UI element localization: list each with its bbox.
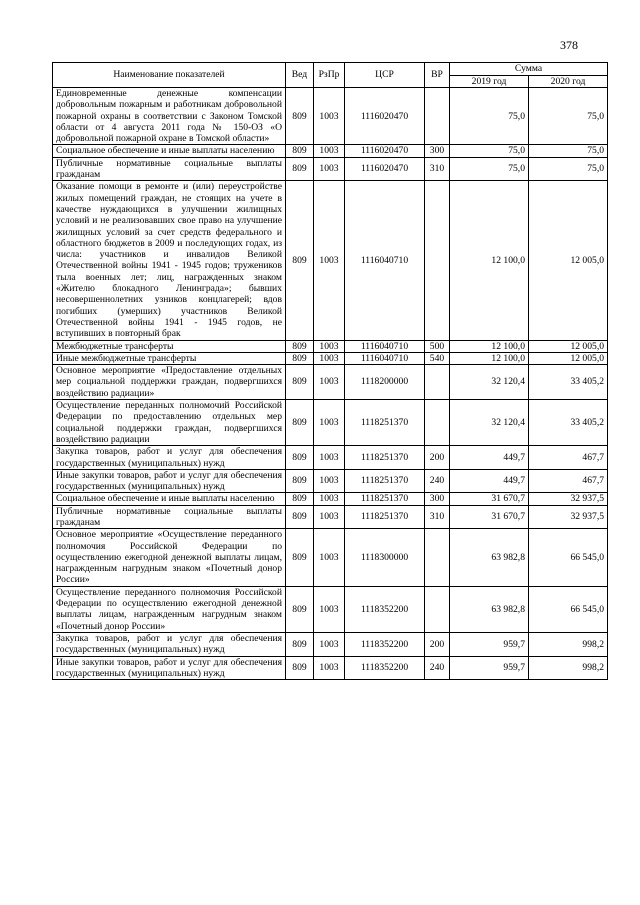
cell-csr: 1118300000 xyxy=(345,529,425,586)
cell-ved: 809 xyxy=(286,400,314,446)
header-csr: ЦСР xyxy=(345,63,425,88)
cell-name: Единовременные денежные компенсации добровольным пожарным и работникам добровольной пожарной охраны в соответствии с Законом Томской области от 4 августа 2011 года № 150-ОЗ «О добровольной пожарной охране в Томской области» xyxy=(53,88,286,145)
cell-rzpr: 1003 xyxy=(314,400,345,446)
cell-ved: 809 xyxy=(286,157,314,181)
cell-rzpr: 1003 xyxy=(314,157,345,181)
cell-2019: 75,0 xyxy=(450,88,529,145)
cell-name: Социальное обеспечение и иные выплаты населению xyxy=(53,145,286,157)
cell-ved: 809 xyxy=(286,88,314,145)
cell-2020: 998,2 xyxy=(529,632,608,656)
cell-vr xyxy=(425,88,450,145)
cell-ved: 809 xyxy=(286,632,314,656)
cell-2020: 75,0 xyxy=(529,157,608,181)
cell-rzpr: 1003 xyxy=(314,145,345,157)
cell-csr: 1118200000 xyxy=(345,365,425,400)
cell-2019: 959,7 xyxy=(450,632,529,656)
table-row xyxy=(53,656,608,680)
cell-vr xyxy=(425,529,450,586)
budget-table xyxy=(52,62,608,680)
cell-2020: 66 545,0 xyxy=(529,529,608,586)
cell-2020: 33 405,2 xyxy=(529,400,608,446)
cell-vr xyxy=(425,365,450,400)
cell-rzpr: 1003 xyxy=(314,505,345,529)
cell-rzpr: 1003 xyxy=(314,181,345,340)
cell-2019: 12 100,0 xyxy=(450,181,529,340)
cell-ved: 809 xyxy=(286,656,314,680)
cell-name: Осуществление переданных полномочий Российской Федерации по предоставлению отдельных мер социальной поддержки граждан, подвергшихся воздействию радиации xyxy=(53,400,286,446)
table-row xyxy=(53,586,608,632)
header-name: Наименование показателей xyxy=(53,63,286,88)
cell-2019: 449,7 xyxy=(450,469,529,493)
cell-rzpr: 1003 xyxy=(314,88,345,145)
cell-rzpr: 1003 xyxy=(314,632,345,656)
table-row xyxy=(53,365,608,400)
cell-ved: 809 xyxy=(286,493,314,505)
cell-name: Закупка товаров, работ и услуг для обеспечения государственных (муниципальных) нужд xyxy=(53,446,286,470)
cell-2020: 32 937,5 xyxy=(529,493,608,505)
table-row xyxy=(53,181,608,340)
cell-2019: 32 120,4 xyxy=(450,365,529,400)
cell-rzpr: 1003 xyxy=(314,493,345,505)
cell-rzpr: 1003 xyxy=(314,352,345,364)
cell-2019: 31 670,7 xyxy=(450,493,529,505)
cell-ved: 809 xyxy=(286,352,314,364)
header-vr: ВР xyxy=(425,63,450,88)
cell-2019: 63 982,8 xyxy=(450,529,529,586)
cell-name: Оказание помощи в ремонте и (или) переустройстве жилых помещений граждан, не стоящих на учете в качестве нуждающихся в улучшении жилищных условий и не реализовавших свое право на улучшение жилищных условий за счет средств федерального и областного бюджетов в 2009 и последующих годах, из числа: участников и инвалидов Великой Отечественной войны 1941 - 1945 годов; тружеников тыла военных лет; лиц, награжденных знаком «Жителю блокадного Ленинграда»; бывших несовершеннолетних узников концлагерей; вдов погибших (умерших) участников Великой Отечественной войны 1941 - 1945 годов, не вступивших в повторный брак xyxy=(53,181,286,340)
cell-2020: 12 005,0 xyxy=(529,352,608,364)
cell-ved: 809 xyxy=(286,446,314,470)
cell-name: Закупка товаров, работ и услуг для обеспечения государственных (муниципальных) нужд xyxy=(53,632,286,656)
cell-csr: 1116020470 xyxy=(345,145,425,157)
cell-name: Иные закупки товаров, работ и услуг для обеспечения государственных (муниципальных) нужд xyxy=(53,656,286,680)
table-row xyxy=(53,340,608,352)
cell-csr: 1118352200 xyxy=(345,656,425,680)
table-row xyxy=(53,469,608,493)
cell-vr: 500 xyxy=(425,340,450,352)
cell-2019: 959,7 xyxy=(450,656,529,680)
cell-vr: 240 xyxy=(425,656,450,680)
cell-2020: 66 545,0 xyxy=(529,586,608,632)
cell-vr: 200 xyxy=(425,632,450,656)
cell-vr: 540 xyxy=(425,352,450,364)
table-row xyxy=(53,145,608,157)
cell-csr: 1118251370 xyxy=(345,400,425,446)
cell-2020: 75,0 xyxy=(529,88,608,145)
cell-name: Осуществление переданного полномочия Российской Федерации по осуществлению ежегодной денежной выплаты лицам, награжденным нагрудным знаком «Почетный донор России» xyxy=(53,586,286,632)
cell-name: Межбюджетные трансферты xyxy=(53,340,286,352)
cell-name: Иные закупки товаров, работ и услуг для обеспечения государственных (муниципальных) нужд xyxy=(53,469,286,493)
table-row xyxy=(53,400,608,446)
cell-name: Публичные нормативные социальные выплаты гражданам xyxy=(53,505,286,529)
table-row xyxy=(53,446,608,470)
cell-csr: 1116020470 xyxy=(345,157,425,181)
cell-ved: 809 xyxy=(286,340,314,352)
cell-vr: 240 xyxy=(425,469,450,493)
cell-rzpr: 1003 xyxy=(314,529,345,586)
cell-csr: 1116040710 xyxy=(345,181,425,340)
page-number: 378 xyxy=(560,38,578,52)
cell-2019: 75,0 xyxy=(450,157,529,181)
cell-2019: 63 982,8 xyxy=(450,586,529,632)
cell-2019: 12 100,0 xyxy=(450,340,529,352)
cell-csr: 1118251370 xyxy=(345,446,425,470)
cell-2020: 467,7 xyxy=(529,446,608,470)
cell-vr xyxy=(425,400,450,446)
cell-vr: 310 xyxy=(425,157,450,181)
cell-csr: 1116020470 xyxy=(345,88,425,145)
header-ved: Вед xyxy=(286,63,314,88)
cell-csr: 1116040710 xyxy=(345,340,425,352)
cell-2020: 12 005,0 xyxy=(529,181,608,340)
cell-vr: 200 xyxy=(425,446,450,470)
cell-vr: 310 xyxy=(425,505,450,529)
cell-2019: 31 670,7 xyxy=(450,505,529,529)
cell-vr xyxy=(425,586,450,632)
cell-rzpr: 1003 xyxy=(314,446,345,470)
table-row xyxy=(53,505,608,529)
cell-vr: 300 xyxy=(425,145,450,157)
table-row xyxy=(53,352,608,364)
table-row xyxy=(53,88,608,145)
cell-rzpr: 1003 xyxy=(314,365,345,400)
cell-csr: 1118352200 xyxy=(345,632,425,656)
table-row xyxy=(53,529,608,586)
cell-name: Публичные нормативные социальные выплаты гражданам xyxy=(53,157,286,181)
cell-rzpr: 1003 xyxy=(314,469,345,493)
cell-2020: 32 937,5 xyxy=(529,505,608,529)
cell-vr: 300 xyxy=(425,493,450,505)
cell-ved: 809 xyxy=(286,365,314,400)
header-2019: 2019 год xyxy=(450,75,529,88)
cell-name: Основное мероприятие «Предоставление отдельных мер социальной поддержки граждан, подвергшихся воздействию радиации» xyxy=(53,365,286,400)
cell-2019: 12 100,0 xyxy=(450,352,529,364)
cell-ved: 809 xyxy=(286,181,314,340)
cell-2019: 449,7 xyxy=(450,446,529,470)
header-sum: Сумма xyxy=(450,63,608,76)
header-rzpr: РзПр xyxy=(314,63,345,88)
cell-2020: 467,7 xyxy=(529,469,608,493)
cell-csr: 1118251370 xyxy=(345,469,425,493)
cell-ved: 809 xyxy=(286,586,314,632)
cell-rzpr: 1003 xyxy=(314,340,345,352)
table-row xyxy=(53,157,608,181)
cell-2019: 32 120,4 xyxy=(450,400,529,446)
cell-name: Основное мероприятие «Осуществление переданного полномочия Российской Федерации по осуществлению ежегодной денежной выплаты лицам, награжденным нагрудным знаком «Почетный донор России» xyxy=(53,529,286,586)
cell-vr xyxy=(425,181,450,340)
cell-rzpr: 1003 xyxy=(314,586,345,632)
cell-name: Иные межбюджетные трансферты xyxy=(53,352,286,364)
cell-csr: 1118352200 xyxy=(345,586,425,632)
cell-csr: 1116040710 xyxy=(345,352,425,364)
cell-2020: 12 005,0 xyxy=(529,340,608,352)
cell-2019: 75,0 xyxy=(450,145,529,157)
cell-csr: 1118251370 xyxy=(345,505,425,529)
table-row xyxy=(53,632,608,656)
cell-csr: 1118251370 xyxy=(345,493,425,505)
cell-2020: 75,0 xyxy=(529,145,608,157)
cell-rzpr: 1003 xyxy=(314,656,345,680)
cell-2020: 998,2 xyxy=(529,656,608,680)
cell-2020: 33 405,2 xyxy=(529,365,608,400)
table-row xyxy=(53,493,608,505)
cell-ved: 809 xyxy=(286,469,314,493)
cell-name: Социальное обеспечение и иные выплаты населению xyxy=(53,493,286,505)
header-2020: 2020 год xyxy=(529,75,608,88)
cell-ved: 809 xyxy=(286,529,314,586)
cell-ved: 809 xyxy=(286,505,314,529)
cell-ved: 809 xyxy=(286,145,314,157)
